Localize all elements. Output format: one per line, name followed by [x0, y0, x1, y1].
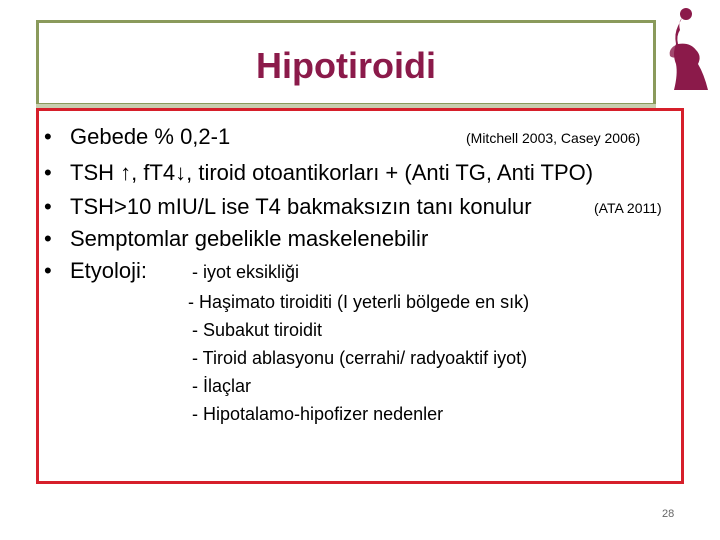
- pregnant-woman-silhouette-icon: [664, 4, 712, 94]
- etiology-item: - Haşimato tiroiditi (I yeterli bölgede en sık): [188, 292, 530, 312]
- bullet-etiology-label: Etyoloji:: [70, 258, 148, 283]
- bullet-marker: •: [44, 160, 52, 185]
- bullet-marker: •: [44, 258, 52, 283]
- bullet-marker: •: [44, 226, 52, 251]
- title-box: [36, 20, 656, 106]
- etiology-item: - Hipotalamo-hipofizer nedenler: [192, 404, 444, 424]
- bullet-lab-findings: TSH ↑, fT4↓, tiroid otoantikorları + (Anti TG, Anti TPO): [70, 160, 594, 185]
- bullet-marker: •: [44, 194, 52, 219]
- page-number: 28: [662, 508, 675, 520]
- etiology-item: - iyot eksikliği: [192, 262, 300, 282]
- bullet-prevalence: Gebede % 0,2-1: [70, 124, 231, 149]
- bullet-symptoms: Semptomlar gebelikle maskelenebilir: [70, 226, 429, 251]
- bullet-diagnosis: TSH>10 mIU/L ise T4 bakmaksızın tanı konulur: [70, 194, 532, 219]
- etiology-item: - Tiroid ablasyonu (cerrahi/ radyoaktif iyot): [192, 348, 528, 368]
- slide-title: Hipotiroidi: [256, 45, 436, 86]
- citation-prevalence: (Mitchell 2003, Casey 2006): [466, 130, 641, 146]
- citation-diagnosis: (ATA 2011): [594, 200, 662, 216]
- etiology-item: - İlaçlar: [192, 376, 252, 396]
- etiology-item: - Subakut tiroidit: [192, 320, 323, 340]
- bullet-marker: •: [44, 124, 52, 149]
